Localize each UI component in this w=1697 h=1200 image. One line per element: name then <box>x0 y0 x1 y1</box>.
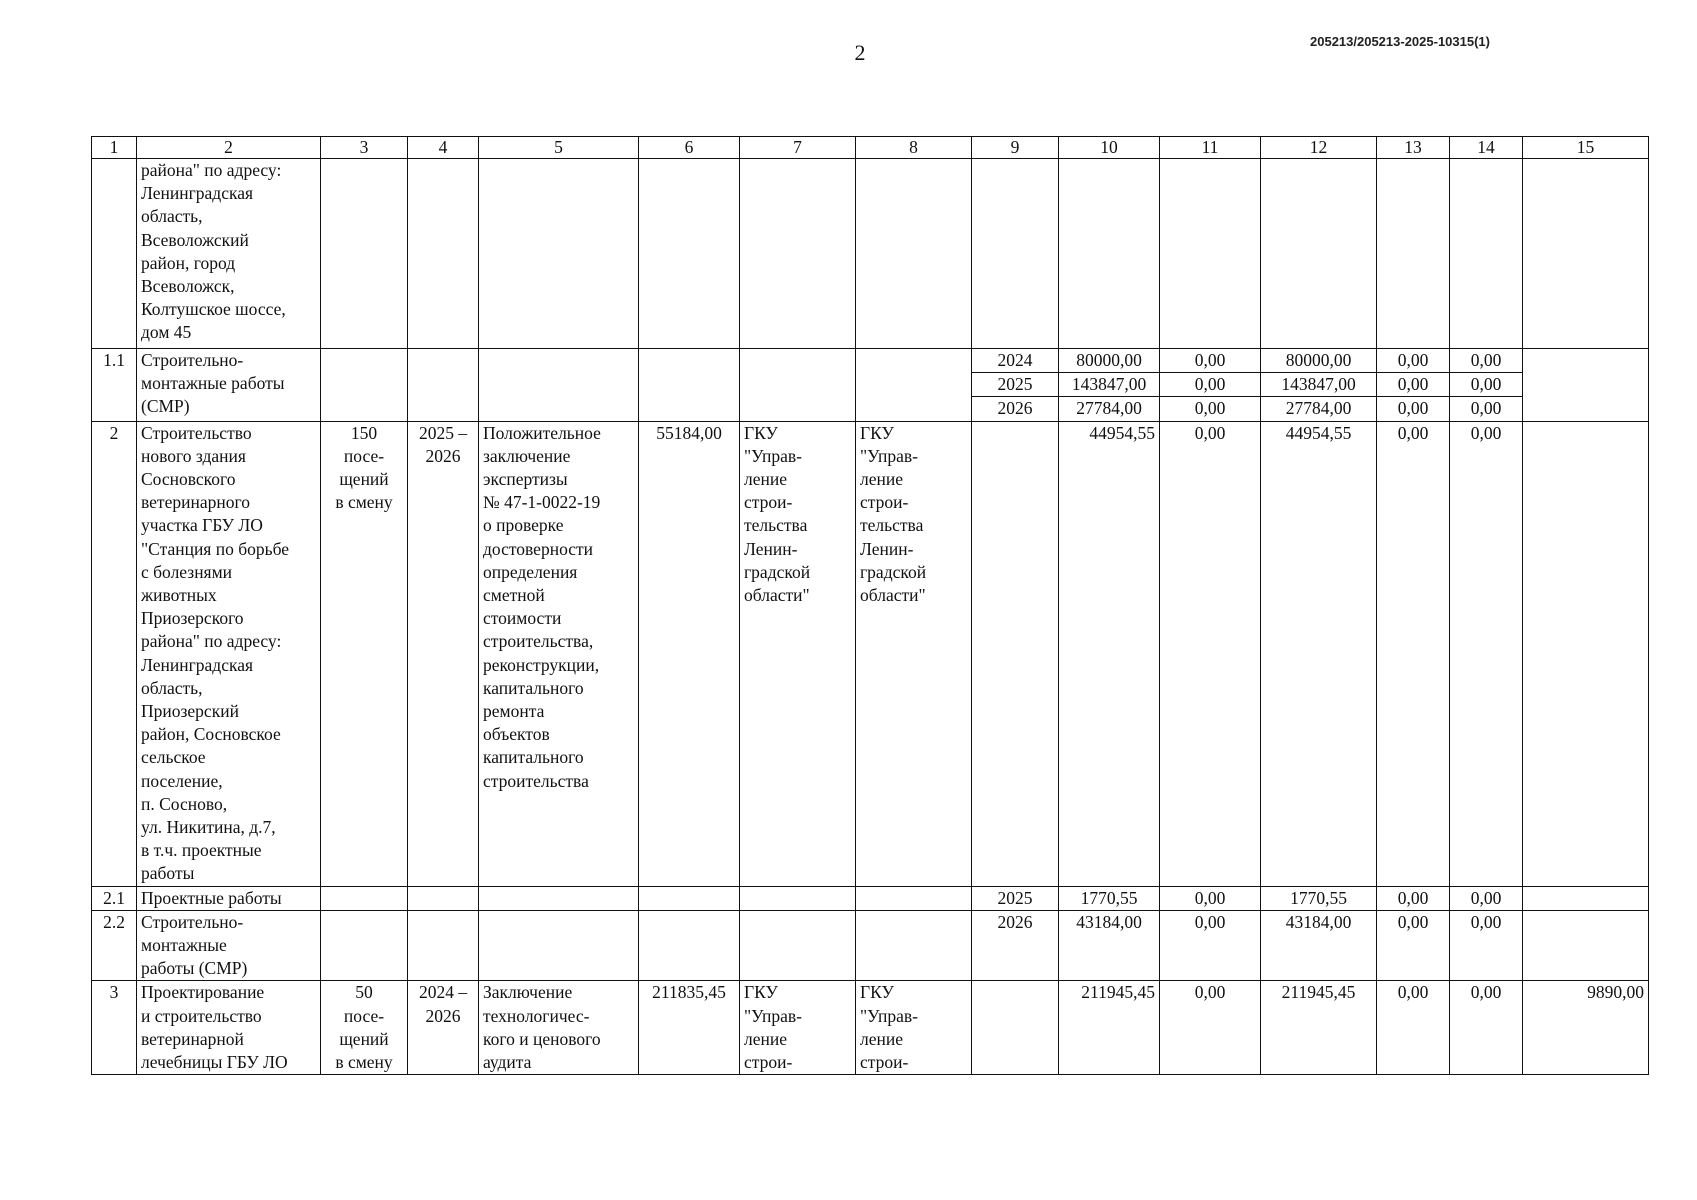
page-number: 2 <box>854 40 866 65</box>
value-cell: 0,00 <box>1450 421 1523 886</box>
value-cell: 0,00 <box>1450 397 1523 421</box>
column-header: 8 <box>856 137 972 159</box>
value-cell: 0,00 <box>1160 349 1261 373</box>
period-cell: 2025 – 2026 <box>408 421 479 886</box>
value-cell: 0,00 <box>1160 397 1261 421</box>
column-header: 2 <box>137 137 321 159</box>
year-cell: 2026 <box>972 910 1059 981</box>
value-cell: 27784,00 <box>1059 397 1160 421</box>
value-cell: 0,00 <box>1377 886 1450 910</box>
year-cell: 2026 <box>972 397 1059 421</box>
developer-cell: ГКУ "Управ- ление строи- тельства Ленин- градской области" <box>856 421 972 886</box>
column-header: 1 <box>92 137 137 159</box>
value-cell: 0,00 <box>1450 349 1523 373</box>
value-cell: 143847,00 <box>1261 373 1377 397</box>
row-number: 2 <box>92 421 137 886</box>
customer-cell: ГКУ "Управ- ление строи- тельства Ленин- градской области" <box>740 421 856 886</box>
table-row <box>92 910 1649 981</box>
value-cell: 80000,00 <box>1059 349 1160 373</box>
document-cell: Заключение технологичес- кого и ценового аудита <box>479 981 639 1075</box>
table-row <box>92 349 1649 373</box>
value-cell: 0,00 <box>1377 981 1450 1075</box>
document-cell: Положительное заключение экспертизы № 47-1-0022-19 о проверке достоверности определения сметной стоимости строительства, реконструкции, капитального ремонта объектов капитального строительства <box>479 421 639 886</box>
cost-cell: 211835,45 <box>639 981 740 1075</box>
column-header: 6 <box>639 137 740 159</box>
value-cell: 27784,00 <box>1261 397 1377 421</box>
column-header: 5 <box>479 137 639 159</box>
value-cell: 1770,55 <box>1261 886 1377 910</box>
row-number: 3 <box>92 981 137 1075</box>
column-number-row <box>92 137 1649 159</box>
value-cell: 0,00 <box>1450 373 1523 397</box>
value-cell: 0,00 <box>1377 910 1450 981</box>
value-cell: 211945,45 <box>1261 981 1377 1075</box>
table-row <box>92 886 1649 910</box>
value-cell: 9890,00 <box>1523 981 1649 1075</box>
table-row <box>92 421 1649 886</box>
value-cell: 80000,00 <box>1261 349 1377 373</box>
investment-objects-table <box>91 136 1649 1075</box>
value-cell: 0,00 <box>1450 886 1523 910</box>
object-name-cell: Проектные работы <box>137 886 321 910</box>
value-cell: 43184,00 <box>1261 910 1377 981</box>
value-cell: 0,00 <box>1160 421 1261 886</box>
document-id: 205213/205213-2025-10315(1) <box>1310 34 1490 49</box>
row-number: 2.2 <box>92 910 137 981</box>
column-header: 3 <box>321 137 408 159</box>
column-header: 14 <box>1450 137 1523 159</box>
row-number: 1.1 <box>92 349 137 422</box>
row-number: 2.1 <box>92 886 137 910</box>
object-name-cell: Проектирование и строительство ветеринарной лечебницы ГБУ ЛО <box>137 981 321 1075</box>
column-header: 4 <box>408 137 479 159</box>
value-cell: 0,00 <box>1160 981 1261 1075</box>
column-header: 10 <box>1059 137 1160 159</box>
capacity-cell: 50 посе- щений в смену <box>321 981 408 1075</box>
value-cell: 44954,55 <box>1261 421 1377 886</box>
value-cell: 0,00 <box>1160 886 1261 910</box>
year-cell: 2025 <box>972 886 1059 910</box>
value-cell: 1770,55 <box>1059 886 1160 910</box>
object-name-cell: Строительно- монтажные работы (СМР) <box>137 910 321 981</box>
customer-cell: ГКУ "Управ- ление строи- <box>740 981 856 1075</box>
column-header: 15 <box>1523 137 1649 159</box>
value-cell: 0,00 <box>1450 981 1523 1075</box>
object-name-cell: Строительно- монтажные работы (СМР) <box>137 349 321 422</box>
table-row <box>92 159 1649 349</box>
column-header: 13 <box>1377 137 1450 159</box>
capacity-cell: 150 посе- щений в смену <box>321 421 408 886</box>
column-header: 9 <box>972 137 1059 159</box>
year-cell: 2024 <box>972 349 1059 373</box>
value-cell: 211945,45 <box>1059 981 1160 1075</box>
period-cell: 2024 – 2026 <box>408 981 479 1075</box>
object-name-cell: района" по адресу: Ленинградская область, Всеволожский район, город Всеволожск, Колтушское шоссе, дом 45 <box>137 159 321 349</box>
value-cell: 143847,00 <box>1059 373 1160 397</box>
value-cell: 44954,55 <box>1059 421 1160 886</box>
developer-cell: ГКУ "Управ- ление строи- <box>856 981 972 1075</box>
value-cell: 0,00 <box>1377 421 1450 886</box>
table-row <box>92 981 1649 1075</box>
value-cell: 0,00 <box>1160 373 1261 397</box>
column-header: 11 <box>1160 137 1261 159</box>
year-cell: 2025 <box>972 373 1059 397</box>
object-name-cell: Строительство нового здания Сосновского ветеринарного участка ГБУ ЛО "Станция по борьбе с болезнями животных Приозерского района" по адресу: Ленинградская область, Приозерский район, Сосновское сельское поселение, п. Сосново, ул. Никитина, д.7, в т.ч. проектные работы <box>137 421 321 886</box>
value-cell: 0,00 <box>1377 373 1450 397</box>
value-cell: 0,00 <box>1160 910 1261 981</box>
value-cell: 0,00 <box>1377 349 1450 373</box>
column-header: 12 <box>1261 137 1377 159</box>
cost-cell: 55184,00 <box>639 421 740 886</box>
value-cell: 0,00 <box>1377 397 1450 421</box>
value-cell: 0,00 <box>1450 910 1523 981</box>
cell <box>92 159 137 349</box>
value-cell: 43184,00 <box>1059 910 1160 981</box>
column-header: 7 <box>740 137 856 159</box>
